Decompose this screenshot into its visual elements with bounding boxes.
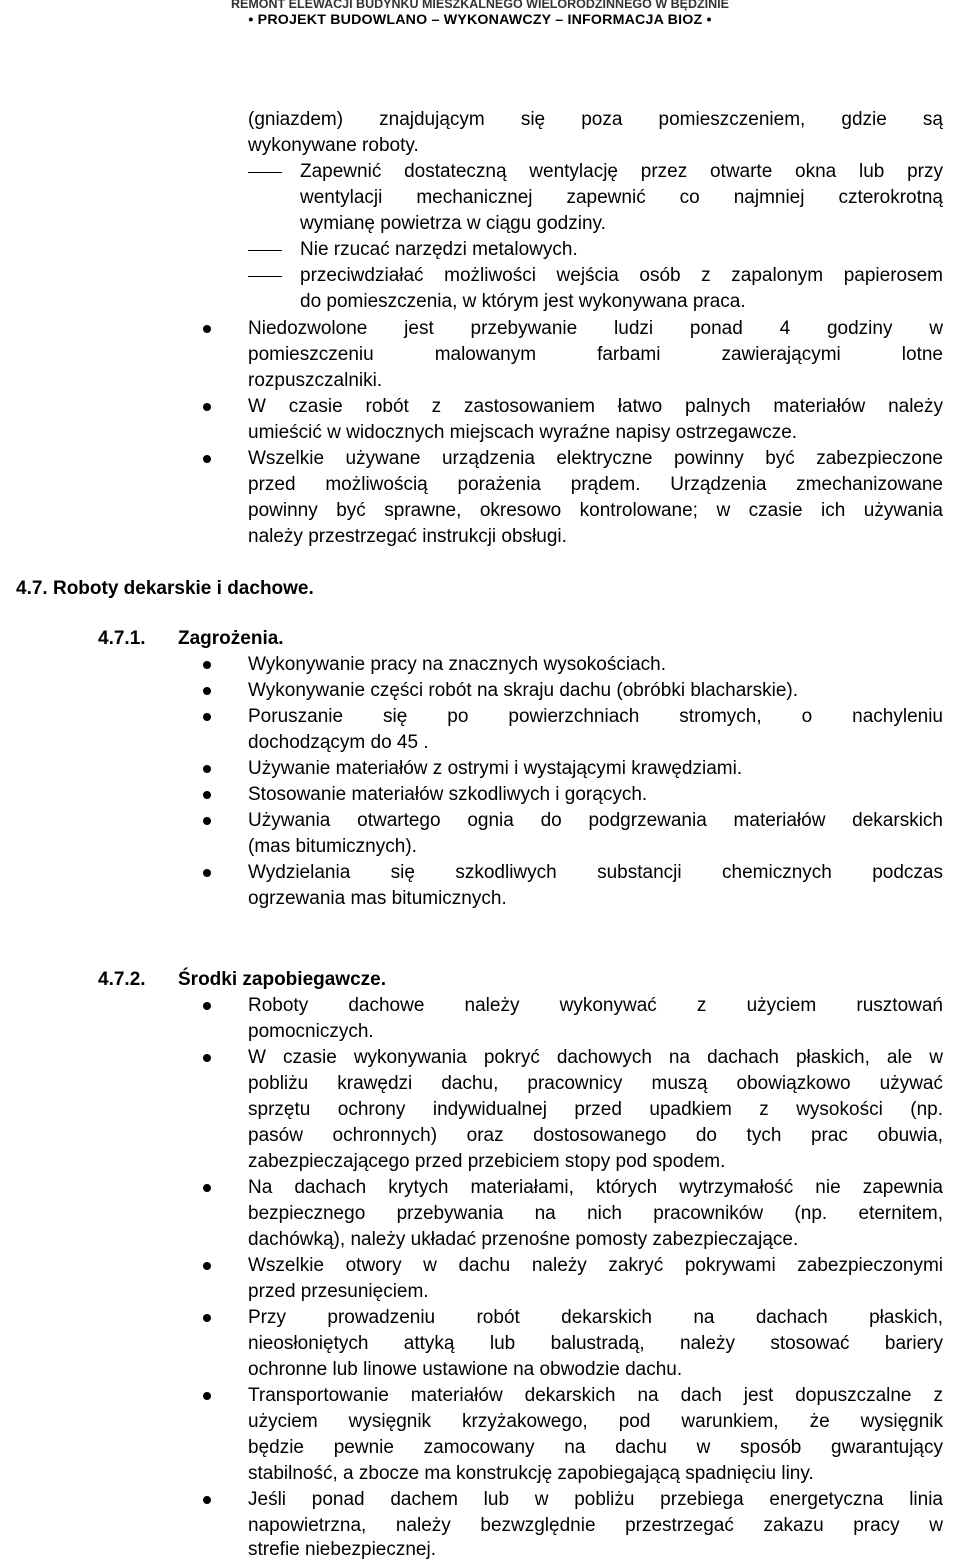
list-item-line: Wykonywanie pracy na znacznych wysokościach. bbox=[248, 654, 667, 675]
list-item-line: należy przestrzegać instrukcji obsługi. bbox=[248, 526, 567, 547]
list-item-line: stabilność, a zbocze ma konstrukcję zapobiegającą spadnięciu liny. bbox=[248, 1463, 814, 1484]
list-item-line: wymianę powietrza w ciągu godziny. bbox=[300, 213, 606, 234]
list-item-line: wentylacji mechanicznej zapewnić co najmniej czterokrotną bbox=[300, 187, 943, 208]
list-item-line: Przy prowadzeniu robót dekarskich na dachach płaskich, bbox=[248, 1307, 943, 1328]
list-item-line: W czasie wykonywania pokryć dachowych na dachach płaskich, ale w bbox=[248, 1047, 943, 1068]
list-item-line: Wszelkie otwory w dachu należy zakryć pokrywami zabezpieczonymi bbox=[248, 1255, 943, 1276]
bullet-marker bbox=[203, 869, 211, 877]
list-item-line: użyciem wysięgnik krzyżakowego, pod warunkiem, że wysięgnik bbox=[248, 1411, 943, 1432]
subsection-number: 4.7.1. bbox=[98, 628, 146, 649]
list-item-line: będzie pewnie zamocowany na dachu w sposób gwarantujący bbox=[248, 1437, 943, 1458]
bullet-marker bbox=[203, 1314, 211, 1322]
list-item-line: powinny być sprawne, okresowo kontrolowane; w czasie ich używania bbox=[248, 500, 943, 521]
list-item-line: Używania otwartego ognia do podgrzewania materiałów dekarskich bbox=[248, 810, 943, 831]
list-item-line: strefie niebezpiecznej. bbox=[248, 1539, 436, 1560]
bullet-marker bbox=[203, 1054, 211, 1062]
list-item-line: Na dachach krytych materiałami, których wytrzymałość nie zapewnia bbox=[248, 1177, 943, 1198]
list-item-line: przeciwdziałać możliwości wejścia osób z zapalonym papierosem bbox=[300, 265, 943, 286]
bullet-marker bbox=[203, 687, 211, 695]
list-item-line: Poruszanie się po powierzchniach stromych, o nachyleniu bbox=[248, 706, 943, 727]
bullet-marker bbox=[203, 791, 211, 799]
list-item-line: napowietrzna, należy bezwzględnie przestrzegać zakazu pracy w bbox=[248, 1515, 943, 1536]
list-item-line: przed przesunięciem. bbox=[248, 1281, 429, 1302]
list-item-line: Wszelkie używane urządzenia elektryczne powinny być zabezpieczone bbox=[248, 448, 943, 469]
bullet-marker bbox=[203, 325, 211, 333]
list-item-line: Wykonywanie części robót na skraju dachu (obróbki blacharskie). bbox=[248, 680, 799, 701]
list-item-line: do pomieszczenia, w którym jest wykonywana praca. bbox=[300, 291, 746, 312]
dash-marker bbox=[248, 172, 282, 173]
bullet-marker bbox=[203, 661, 211, 669]
paragraph-line: (gniazdem) znajdującym się poza pomieszczeniem, gdzie są bbox=[248, 109, 943, 130]
bullet-marker bbox=[203, 403, 211, 411]
paragraph-line: wykonywane roboty. bbox=[248, 135, 419, 156]
bullet-marker bbox=[203, 455, 211, 463]
list-item-line: przed możliwością porażenia prądem. Urządzenia zmechanizowane bbox=[248, 474, 943, 495]
list-item-line: Transportowanie materiałów dekarskich na dach jest dopuszczalne z bbox=[248, 1385, 943, 1406]
list-item-line: pobliżu krawędzi dachu, pracownicy muszą obowiązkowo używać bbox=[248, 1073, 943, 1094]
subsection-number: 4.7.2. bbox=[98, 969, 146, 990]
subsection-title: Zagrożenia. bbox=[178, 628, 284, 649]
header-project-title: REMONT ELEWACJI BUDYNKU MIESZKALNEGO WIELORODZINNEGO W BĘDZINIE bbox=[231, 0, 729, 11]
dash-marker bbox=[248, 276, 282, 277]
list-item-line: Roboty dachowe należy wykonywać z użyciem rusztowań bbox=[248, 995, 943, 1016]
list-item-line: (mas bitumicznych). bbox=[248, 836, 417, 857]
list-item-line: ochronne lub linowe ustawione na obwodzie dachu. bbox=[248, 1359, 683, 1380]
list-item-line: Nie rzucać narzędzi metalowych. bbox=[300, 239, 578, 260]
bullet-marker bbox=[203, 1496, 211, 1504]
list-item-line: dochodzącym do 45 . bbox=[248, 732, 429, 753]
list-item-line: pasów ochronnych) oraz dostosowanego do tych prac obuwia, bbox=[248, 1125, 943, 1146]
list-item-line: sprzętu ochrony indywidualnej przed upadkiem z wysokości (np. bbox=[248, 1099, 943, 1120]
subsection-title: Środki zapobiegawcze. bbox=[178, 969, 386, 990]
section-heading: 4.7. Roboty dekarskie i dachowe. bbox=[16, 578, 314, 599]
list-item-line: pomocniczych. bbox=[248, 1021, 374, 1042]
list-item-line: rozpuszczalniki. bbox=[248, 370, 383, 391]
bullet-marker bbox=[203, 713, 211, 721]
list-item-line: Zapewnić dostateczną wentylację przez otwarte okna lub przy bbox=[300, 161, 943, 182]
list-item-line: ogrzewania mas bitumicznych. bbox=[248, 888, 507, 909]
list-item-line: pomieszczeniu malowanym farbami zawierającymi lotne bbox=[248, 344, 943, 365]
dash-marker bbox=[248, 250, 282, 251]
list-item-line: bezpiecznego przebywania na nich pracowników (np. eternitem, bbox=[248, 1203, 943, 1224]
list-item-line: Niedozwolone jest przebywanie ludzi ponad 4 godziny w bbox=[248, 318, 943, 339]
bullet-marker bbox=[203, 817, 211, 825]
list-item-line: nieosłoniętych attyką lub balustradą, należy stosować bariery bbox=[248, 1333, 943, 1354]
bullet-marker bbox=[203, 1262, 211, 1270]
list-item-line: Wydzielania się szkodliwych substancji chemicznych podczas bbox=[248, 862, 943, 883]
bullet-marker bbox=[203, 1002, 211, 1010]
bullet-marker bbox=[203, 1392, 211, 1400]
list-item-line: Stosowanie materiałów szkodliwych i gorących. bbox=[248, 784, 648, 805]
bullet-marker bbox=[203, 765, 211, 773]
list-item-line: Jeśli ponad dachem lub w pobliżu przebiega energetyczna linia bbox=[248, 1489, 943, 1510]
list-item-line: W czasie robót z zastosowaniem łatwo palnych materiałów należy bbox=[248, 396, 943, 417]
list-item-line: zabezpieczającego przed przebiciem stopy pod spodem. bbox=[248, 1151, 726, 1172]
list-item-line: dachówką), należy układać przenośne pomosty zabezpieczające. bbox=[248, 1229, 799, 1250]
list-item-line: umieścić w widocznych miejscach wyraźne napisy ostrzegawcze. bbox=[248, 422, 798, 443]
list-item-line: Używanie materiałów z ostrymi i wystającymi krawędziami. bbox=[248, 758, 743, 779]
header-project-subtitle: • PROJEKT BUDOWLANO – WYKONAWCZY – INFORMACJA BIOZ • bbox=[248, 12, 712, 28]
bullet-marker bbox=[203, 1184, 211, 1192]
